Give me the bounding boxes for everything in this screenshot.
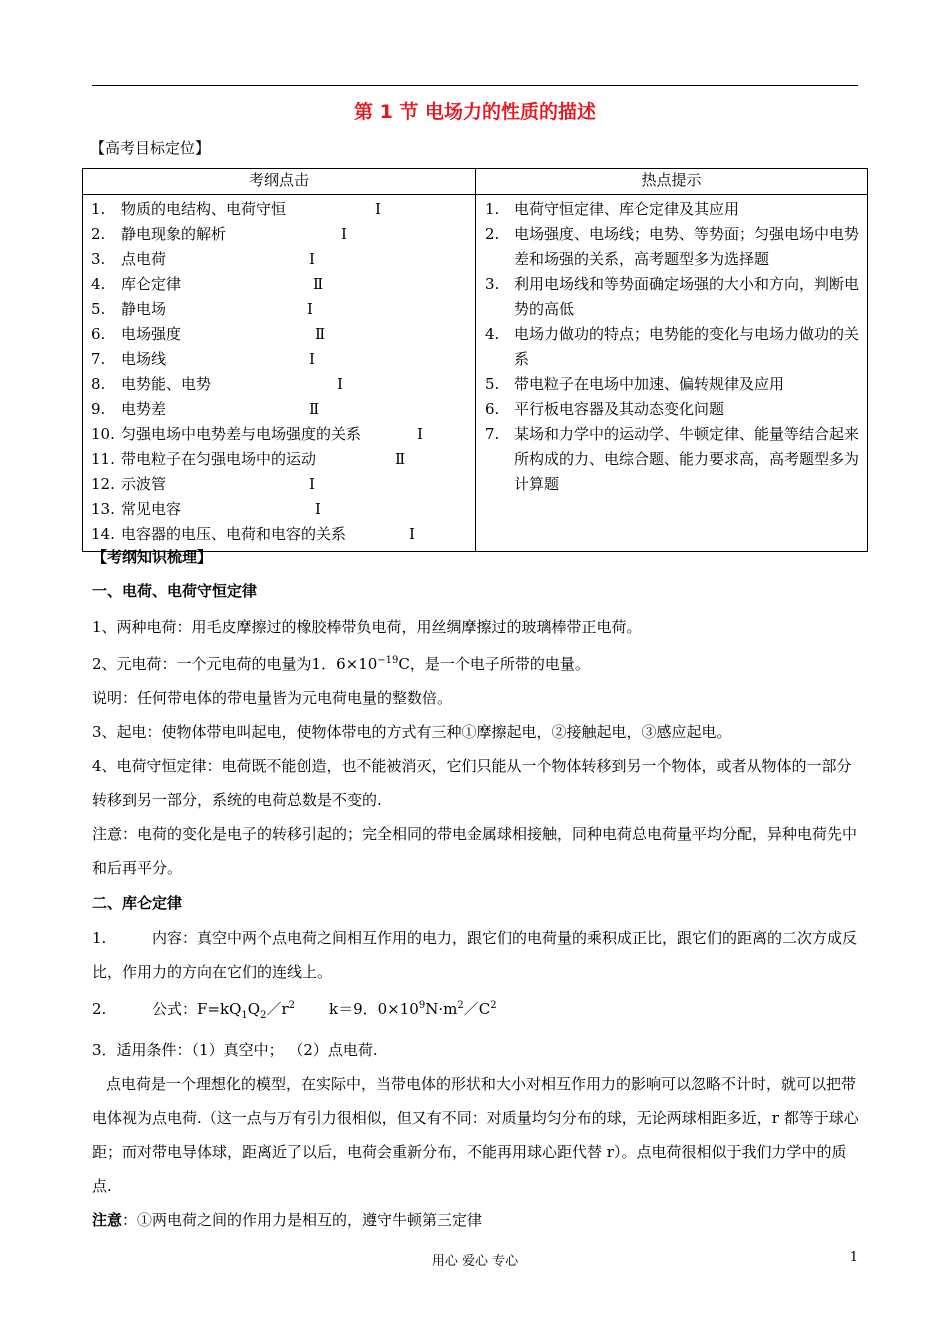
page-title: 第 1 节 电场力的性质的描述 (353, 101, 597, 123)
item-number: 1. (485, 200, 500, 218)
item-number: 4. (91, 275, 106, 293)
syllabus-table (82, 168, 868, 552)
syllabus-item (83, 372, 475, 397)
item-text: 点电荷 (121, 250, 167, 268)
sec1-para-3: 说明：任何带电体的带电量皆为元电荷电量的整数倍。 (92, 689, 453, 707)
sec2-note: 注意：①两电荷之间的作用力是相互的，遵守牛顿第三定律 (92, 1211, 483, 1229)
item-number: 6. (485, 400, 500, 418)
item-text: 平行板电容器及其动态变化问题 (514, 400, 725, 418)
hotspot-item (476, 272, 867, 322)
header-rule (92, 85, 858, 86)
item-text: 电场线 (121, 350, 167, 368)
item-text: 匀强电场中电势差与电场强度的关系 (121, 425, 362, 443)
item-level: Ⅰ (409, 525, 415, 543)
item-text: 静电现象的解析 (121, 225, 227, 243)
sec1-para-5: 4、电荷守恒定律：电荷既不能创造，也不能被消灭，它们只能从一个物体转移到另一个物体，或者从物体的一部分转移到另一部分，系统的电荷总数是不变的. (92, 757, 852, 809)
syllabus-item (83, 472, 475, 497)
section2-heading: 二、库仑定律 (92, 894, 183, 912)
item-text: 带电粒子在电场中加速、偏转规律及应用 (514, 375, 785, 393)
syllabus-item (83, 272, 475, 297)
sec2-content: 1. 内容：真空中两个点电荷之间相互作用的电力，跟它们的电荷量的乘积成正比，跟它们的距离的二次方成反比，作用力的方向在它们的连线上。 (92, 929, 858, 981)
item-text: 静电场 (121, 300, 167, 318)
item-level: Ⅱ (315, 325, 326, 343)
item-level: Ⅰ (307, 300, 313, 318)
header-hotspots: 热点提示 (476, 169, 868, 195)
item-level: Ⅰ (315, 500, 321, 518)
sec2-point-charge: 点电荷是一个理想化的模型，在实际中，当带电体的形状和大小对相互作用力的影响可以忽略不计时，就可以把带电体视为点电荷.（这一点与万有引力很相似，但又有不同：对质量均匀分布的球，无论两球相距多近，r 都等于球心距；而对带电导体球，距离近了以后，电荷会重新分布，不能再用球心距代替 r）。点电荷很相似于我们力学中的质点. (92, 1075, 859, 1195)
syllabus-item (83, 497, 475, 522)
item-number: 5. (485, 375, 500, 393)
item-text: 电荷守恒定律、库仑定律及其应用 (514, 200, 740, 218)
syllabus-item (83, 197, 475, 222)
header-syllabus: 考纲点击 (83, 169, 476, 195)
item-text: 库仑定律 (121, 275, 182, 293)
hotspot-item (476, 322, 867, 372)
item-level: Ⅰ (375, 200, 381, 218)
item-number: 3. (91, 250, 106, 268)
item-text: 利用电场线和等势面确定场强的大小和方向，判断电势的高低 (514, 275, 860, 318)
section1-heading: 一、电荷、电荷守恒定律 (92, 582, 258, 600)
item-number: 2. (485, 225, 500, 243)
syllabus-item (83, 297, 475, 322)
syllabus-item (83, 322, 475, 347)
item-level: Ⅱ (309, 400, 320, 418)
knowledge-heading: 【考纲知识梳理】 (92, 548, 213, 566)
hotspot-item (476, 222, 867, 272)
item-level: Ⅰ (309, 350, 315, 368)
sec2-conditions: 3．适用条件：（1）真空中； （2）点电荷. (92, 1041, 378, 1059)
page-number: 1 (849, 1250, 858, 1265)
item-level: Ⅱ (395, 450, 406, 468)
sec1-para-1: 1、两种电荷：用毛皮摩擦过的橡胶棒带负电荷，用丝绸摩擦过的玻璃棒带正电荷。 (92, 618, 642, 636)
item-level: Ⅰ (341, 225, 347, 243)
item-text: 物质的电结构、电荷守恒 (121, 200, 287, 218)
syllabus-item (83, 397, 475, 422)
item-text: 电场强度、电场线；电势、等势面；匀强电场中电势差和场强的关系，高考题型多为选择题 (514, 225, 860, 268)
item-number: 10. (91, 425, 115, 443)
sec1-para-4: 3、起电：使物体带电叫起电，使物体带电的方式有三种①摩擦起电，②接触起电，③感应起电。 (92, 723, 732, 741)
item-number: 7. (91, 350, 106, 368)
item-number: 11. (91, 450, 115, 468)
item-number: 3. (485, 275, 500, 293)
item-text: 电势差 (121, 400, 167, 418)
item-number: 6. (91, 325, 106, 343)
item-level: Ⅰ (309, 250, 315, 268)
item-text: 电势能、电势 (121, 375, 212, 393)
item-number: 13. (91, 500, 115, 518)
item-level: Ⅰ (417, 425, 423, 443)
item-text: 电容器的电压、电荷和电容的关系 (121, 525, 347, 543)
item-number: 12. (91, 475, 115, 493)
item-text: 带电粒子在匀强电场中的运动 (121, 450, 317, 468)
item-number: 14. (91, 525, 115, 543)
knowledge-body (92, 542, 862, 1237)
syllabus-cell (83, 195, 476, 552)
section-tag: 【高考目标定位】 (90, 139, 211, 157)
item-level: Ⅱ (313, 275, 324, 293)
item-level: Ⅰ (309, 475, 315, 493)
syllabus-item (83, 347, 475, 372)
hotspots-cell (476, 195, 868, 552)
item-text: 电场强度 (121, 325, 182, 343)
sec1-para-2: 2、元电荷：一个元电荷的电量为1．$6\times 10^{-19}C$，是一个电子所带的电量。 (92, 655, 590, 673)
syllabus-item (83, 447, 475, 472)
item-text: 常见电容 (121, 500, 182, 518)
item-number: 9. (91, 400, 106, 418)
syllabus-item (83, 247, 475, 272)
hotspot-item (476, 397, 867, 422)
item-level: Ⅰ (337, 375, 343, 393)
syllabus-item (83, 222, 475, 247)
sec1-para-6: 注意：电荷的变化是电子的转移引起的；完全相同的带电金属球相接触，同种电荷总电荷量平均分配，异种电荷先中和后再平分。 (92, 825, 858, 877)
item-text: 某场和力学中的运动学、牛顿定律、能量等结合起来所构成的力、电综合题、能力要求高，高考题型多为计算题 (514, 425, 860, 493)
sec2-formula: 2. 公式：$F=kQ_1Q_2/r^2$ k＝9．$0\times 10^9N\cdot m^2/C^2$ (92, 1000, 497, 1021)
footer-slogan: 用心 爱心 专心 (431, 1254, 519, 1269)
syllabus-list (83, 197, 475, 547)
item-number: 7. (485, 425, 500, 443)
item-number: 2. (91, 225, 106, 243)
item-number: 5. (91, 300, 106, 318)
hotspots-list (476, 197, 867, 497)
item-text: 示波管 (121, 475, 167, 493)
syllabus-item (83, 422, 475, 447)
item-number: 1. (91, 200, 106, 218)
item-number: 4. (485, 325, 500, 343)
item-text: 电场力做功的特点；电势能的变化与电场力做功的关系 (514, 325, 860, 368)
item-number: 8. (91, 375, 106, 393)
hotspot-item (476, 372, 867, 397)
hotspot-item (476, 197, 867, 222)
hotspot-item (476, 422, 867, 497)
